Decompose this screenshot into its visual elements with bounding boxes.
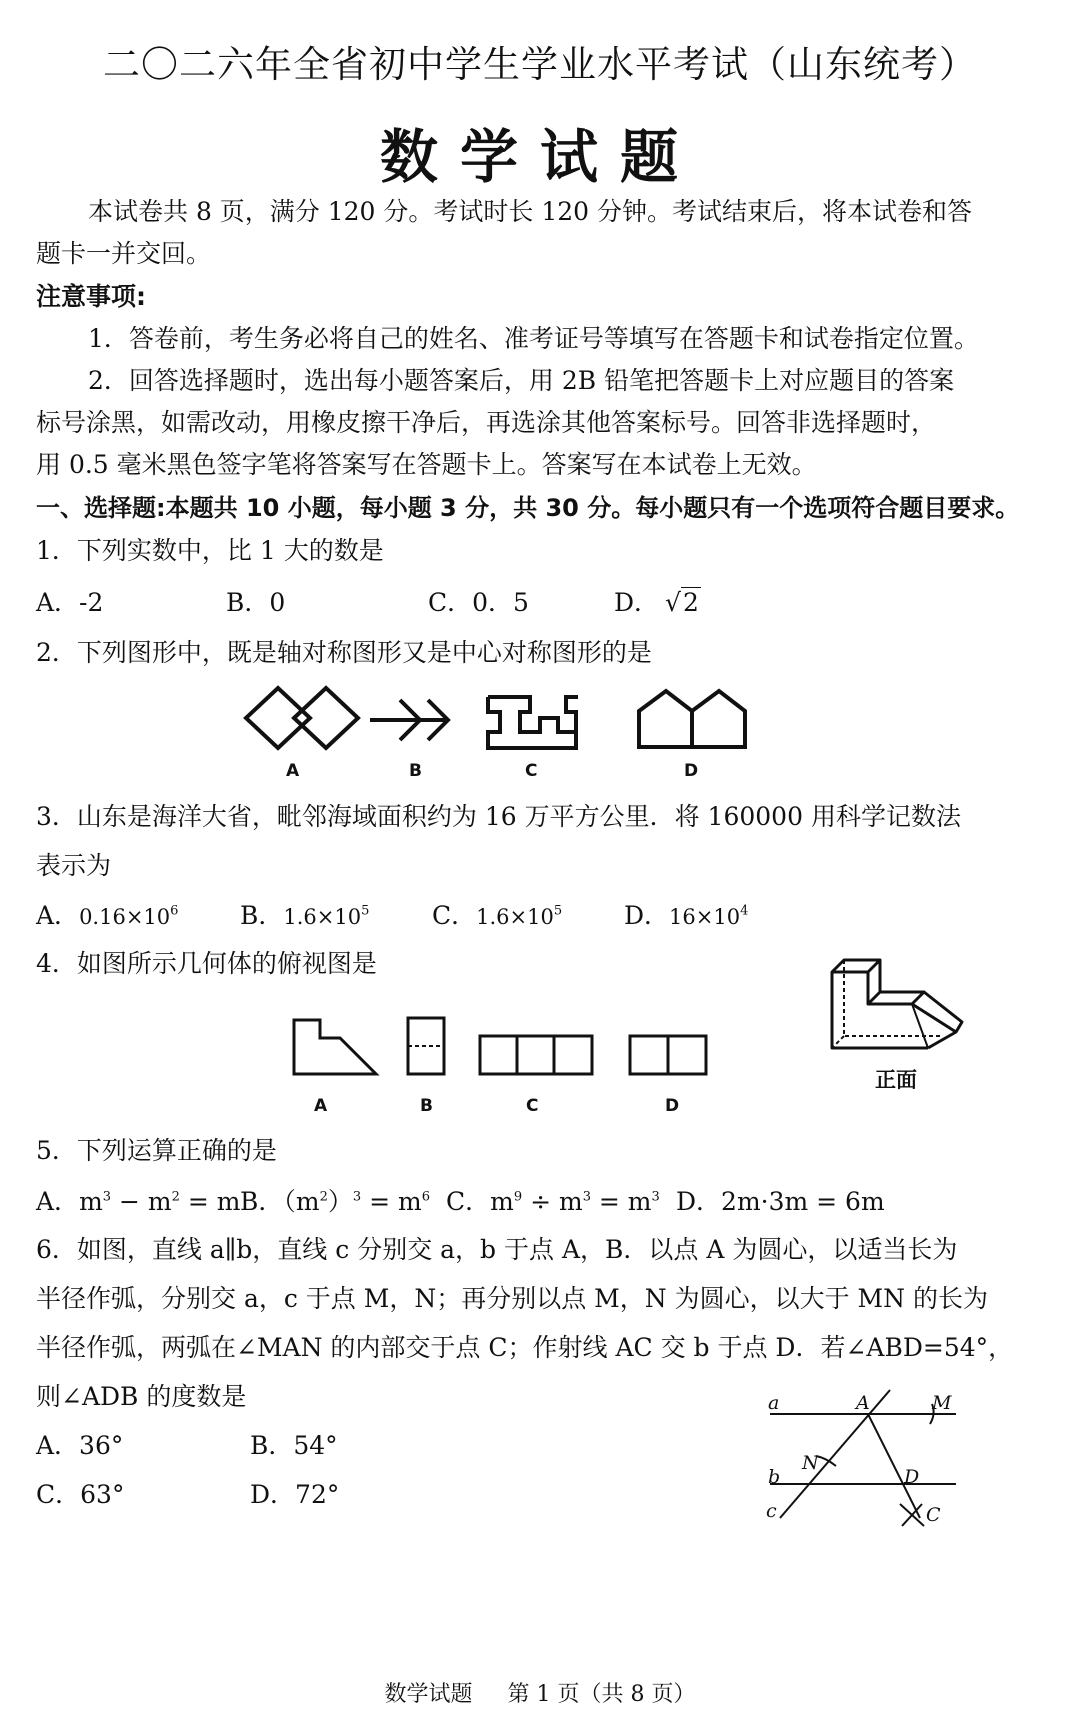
notes-heading: 注意事项:: [36, 282, 146, 311]
note-item-2-line-2: 标号涂黑，如需改动，用橡皮擦干净后，再选涂其他答案标号。回答非选择题时，: [36, 408, 937, 437]
q6-line-3: 半径作弧，两弧在∠MAN 的内部交于点 C；作射线 AC 交 b 于点 D．若∠ABD=54°，: [36, 1333, 1014, 1362]
q4-front-label: 正面: [875, 1068, 917, 1092]
q3-option-b-label: B．: [240, 901, 284, 930]
note-item-2-line-3: 用 0.5 毫米黑色签字笔将答案写在答题卡上。答案写在本试卷上无效。: [36, 450, 817, 479]
note-item-2-line-1: 2．回答选择题时，选出每小题答案后，用 2B 铅笔把答题卡上对应题目的答案: [88, 366, 955, 395]
q5-option-a-term-3: = m: [179, 1187, 241, 1216]
page-footer: 数学试题 第 1 页（共 8 页）: [384, 1682, 696, 1707]
q2-figure-a-left-diamond: [246, 688, 310, 748]
q6-label-point-c: C: [926, 1504, 941, 1526]
q1-option-c: C．0．5: [428, 588, 529, 617]
q3-option-b-exp: 5: [361, 903, 370, 919]
q6-label-b-line: b: [768, 1466, 781, 1488]
q6-option-d: D．72°: [250, 1480, 340, 1509]
q6-option-b: B．54°: [250, 1431, 338, 1460]
q3-option-a-base: 0.16×10: [79, 905, 171, 929]
q5-option-c-term-2: ÷ m: [522, 1187, 583, 1216]
q5-option-b: [240, 1186, 430, 1218]
q2-figure-d-house: [639, 691, 745, 747]
q3-option-d: [624, 900, 748, 933]
q3-option-a: [36, 900, 178, 933]
q3-option-d-exp: 4: [740, 903, 749, 919]
q6-label-point-d: D: [904, 1466, 920, 1488]
q6-label-a-line: a: [768, 1392, 780, 1414]
q1-option-d-label: D．: [614, 588, 660, 617]
q6-line-4: 则∠ADB 的度数是: [36, 1382, 247, 1411]
line-c: [780, 1390, 890, 1518]
q4-option-figures: [290, 1016, 710, 1080]
q5-option-a-exp-2: 2: [171, 1189, 180, 1205]
q4-solid-figure: [828, 958, 964, 1052]
q6-line-2: 半径作弧，分别交 a，c 于点 M，N；再分别以点 M，N 为圆心，以大于 MN 的长为: [36, 1284, 988, 1313]
q3-option-b: [240, 900, 369, 933]
q3-option-c-base: 1.6×10: [476, 905, 554, 929]
intro-line-1: 本试卷共 8 页，满分 120 分。考试时长 120 分钟。考试结束后，将本试卷和答: [88, 197, 973, 226]
q6-option-c: C．63°: [36, 1480, 125, 1509]
q3-option-c-exp: 5: [553, 903, 563, 919]
q3-option-a-exp: 6: [170, 903, 179, 919]
q3-option-b-base: 1.6×10: [283, 905, 362, 929]
q5-option-b-label: B．: [240, 1187, 284, 1216]
intro-line-2: 题卡一并交回。: [36, 239, 212, 268]
q2-figures: [230, 688, 770, 748]
q5-option-c-term-1: m: [490, 1187, 514, 1216]
q4-label-c: C: [526, 1096, 539, 1116]
q2-label-a: A: [286, 761, 300, 781]
q4-label-b: B: [420, 1096, 433, 1116]
subject-title: 数学试题: [379, 123, 700, 191]
q3-option-d-base: 16×10: [669, 905, 741, 929]
q5-option-c-term-3: = m: [590, 1187, 652, 1216]
q1-option-d-radicand: 2: [682, 588, 699, 617]
q2-figure-a-right-diamond: [294, 688, 358, 748]
q4-label-a: A: [314, 1096, 328, 1116]
q5-option-a-term-1: m: [79, 1187, 103, 1216]
q2-figure-c-shape: [488, 697, 578, 748]
q3-option-c-label: C．: [432, 901, 477, 930]
q5-option-c-label: C．: [446, 1187, 491, 1216]
q3-stem-line-1: 3．山东是海洋大省，毗邻海域面积约为 16 万平方公里．将 160000 用科学记数法: [36, 802, 961, 831]
section-1-heading: 一、选择题:本题共 10 小题，每小题 3 分，共 30 分。每小题只有一个选项符合题目要求。: [36, 494, 1020, 522]
q6-option-a: A．36°: [36, 1431, 124, 1460]
sqrt-symbol: √: [665, 588, 681, 617]
q5-option-d-text: 2m·3m = 6m: [721, 1187, 885, 1216]
note-item-1: 1．答卷前，考生务必将自己的姓名、准考证号等填写在答题卡和试卷指定位置。: [88, 324, 979, 353]
q5-option-a-exp-1: 3: [102, 1189, 112, 1205]
q6-label-point-a: A: [856, 1392, 870, 1414]
q1-option-b: B．0: [226, 588, 286, 617]
q3-stem-line-2: 表示为: [36, 851, 112, 880]
q5-option-c-exp-2: 3: [582, 1189, 591, 1205]
q6-label-c-line: c: [766, 1500, 777, 1522]
q6-label-point-n: N: [802, 1452, 819, 1474]
q2-stem: 2．下列图形中，既是轴对称图形又是中心对称图形的是: [36, 638, 652, 667]
q3-option-c: [432, 900, 562, 933]
q5-option-b-term-2: ）: [327, 1187, 353, 1216]
q4-figure-c: [480, 1036, 592, 1074]
q1-option-a: A．-2: [36, 588, 104, 617]
q6-label-point-m: M: [932, 1392, 952, 1414]
q5-option-a: [36, 1186, 240, 1218]
exam-title: 二〇二六年全省初中学生学业水平考试（山东统考）: [103, 43, 977, 86]
q1-stem: 1．下列实数中，比 1 大的数是: [36, 536, 384, 565]
q5-stem: 5．下列运算正确的是: [36, 1136, 277, 1165]
q4-figure-a: [294, 1020, 376, 1074]
q5-option-b-term-1: （m: [283, 1187, 320, 1216]
q3-option-d-label: D．: [624, 901, 670, 930]
q5-option-c: [446, 1186, 660, 1218]
q5-option-b-exp-2: 3: [352, 1189, 362, 1205]
q6-line-1: 6．如图，直线 a∥b，直线 c 分别交 a，b 于点 A，B．以点 A 为圆心，以适当长为: [36, 1235, 958, 1264]
q5-option-d: [676, 1186, 885, 1218]
q2-label-b: B: [409, 761, 422, 781]
q5-option-c-exp-1: 9: [513, 1189, 523, 1205]
q5-option-b-term-3: = m: [361, 1187, 422, 1216]
q5-option-d-label: D．: [676, 1187, 722, 1216]
q2-label-d: D: [684, 761, 699, 781]
q5-option-b-exp-1: 2: [319, 1189, 328, 1205]
q5-option-a-term-2: − m: [111, 1187, 172, 1216]
q2-label-c: C: [525, 761, 538, 781]
q5-option-c-exp-3: 3: [651, 1189, 660, 1205]
q4-stem: 4．如图所示几何体的俯视图是: [36, 949, 377, 978]
q3-option-a-label: A．: [36, 901, 80, 930]
q4-label-d: D: [665, 1096, 680, 1116]
q5-option-a-label: A．: [36, 1187, 80, 1216]
q1-option-d: [614, 587, 701, 619]
q5-option-b-exp-3: 6: [421, 1189, 430, 1205]
